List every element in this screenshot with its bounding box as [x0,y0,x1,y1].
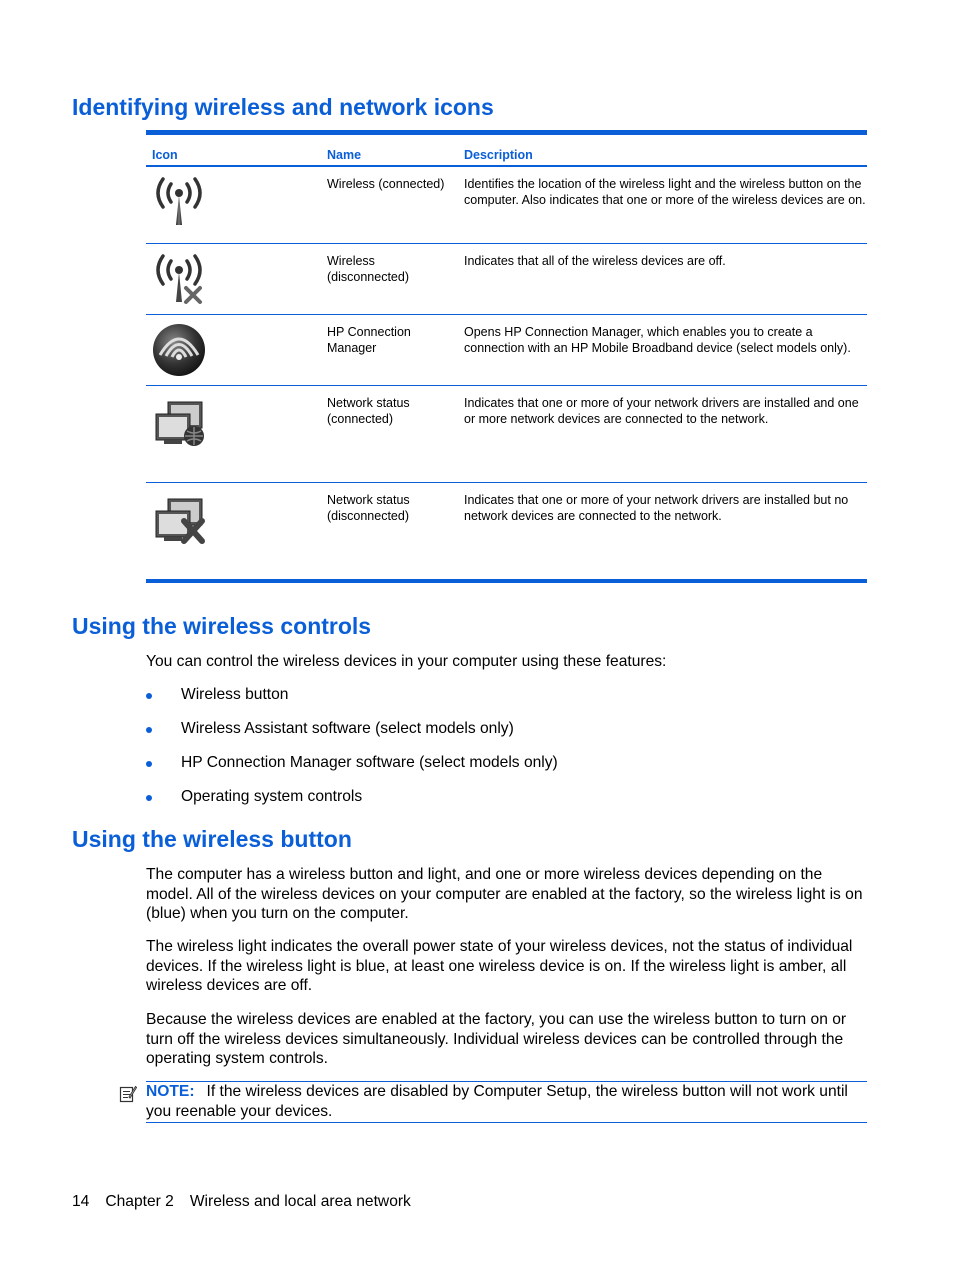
paragraph: The wireless light indicates the overall power state of your wireless devices, not the status of individual devices. If the wireless light is blue, at least one wireless device is on. If the wireless light is amber, all wireless devices are off. [146,938,853,994]
list-item-text: Operating system controls [181,788,363,805]
note-box [146,1081,867,1123]
paragraph: Because the wireless devices are enabled at the factory, you can use the wireless button to turn on or turn off the wireless devices simultaneously. Individual wireless devices can be controlled through the operating system controls. [146,1011,847,1067]
icons-table [146,130,867,583]
table-header-row [146,135,867,167]
row-description: Indicates that all of the wireless devices are off. [464,254,726,268]
column-header-icon: Icon [152,148,178,162]
column-header-description: Description [464,148,533,162]
hp-connection-manager-icon [150,321,208,379]
row-name: Network status (disconnected) [327,493,410,523]
page-number: 14 [72,1193,90,1210]
table-row [146,315,867,386]
row-description: Identifies the location of the wireless light and the wireless button on the computer. Also indicates that one or more of the wireless devices are on. [464,177,866,207]
table-row [146,483,867,579]
bullet-icon [146,727,152,733]
network-status-disconnected-icon [150,495,208,553]
row-name: Network status (connected) [327,396,410,426]
bullet-icon [146,795,152,801]
note-label: NOTE: [146,1083,195,1100]
column-header-name: Name [327,148,362,162]
bullet-icon [146,761,152,767]
list-item-text: HP Connection Manager software (select models only) [181,754,558,771]
table-row [146,244,867,315]
bullet-icon [146,693,152,699]
footer-chapter-title: Wireless and local area network [189,1193,411,1210]
note-icon [119,1085,137,1103]
paragraph: The computer has a wireless button and light, and one or more wireless devices depending on the model. All of the wireless devices on your computer are enabled at the factory, so the wireless light is on (blue) when you turn on the computer. [146,866,863,922]
list-item-text: Wireless button [181,686,289,703]
row-description: Indicates that one or more of your network drivers are installed and one or more network devices are connected to the network. [464,396,859,426]
table-bottom-rule [146,579,867,583]
section-heading-icons: Identifying wireless and network icons [72,94,494,120]
list-item-text: Wireless Assistant software (select models only) [181,720,514,737]
row-name: Wireless (connected) [327,177,445,191]
section-heading-button: Using the wireless button [72,826,352,852]
table-row [146,167,867,244]
note-text: If the wireless devices are disabled by Computer Setup, the wireless button will not work until you reenable your devices. [146,1083,848,1120]
footer-chapter: Chapter 2 [105,1193,174,1210]
row-description: Indicates that one or more of your network drivers are installed but no network devices are connected to the network. [464,493,849,523]
row-description: Opens HP Connection Manager, which enables you to create a connection with an HP Mobile Broadband device (select models only). [464,325,851,355]
wireless-disconnected-icon [150,250,208,308]
row-name: Wireless (disconnected) [327,254,409,284]
network-status-connected-icon [150,398,208,456]
table-row [146,386,867,483]
section-heading-controls: Using the wireless controls [72,613,372,639]
wireless-connected-icon [150,173,208,231]
row-name: HP Connection Manager [327,325,411,355]
controls-intro: You can control the wireless devices in your computer using these features: [146,653,667,670]
page-footer [72,1192,427,1212]
